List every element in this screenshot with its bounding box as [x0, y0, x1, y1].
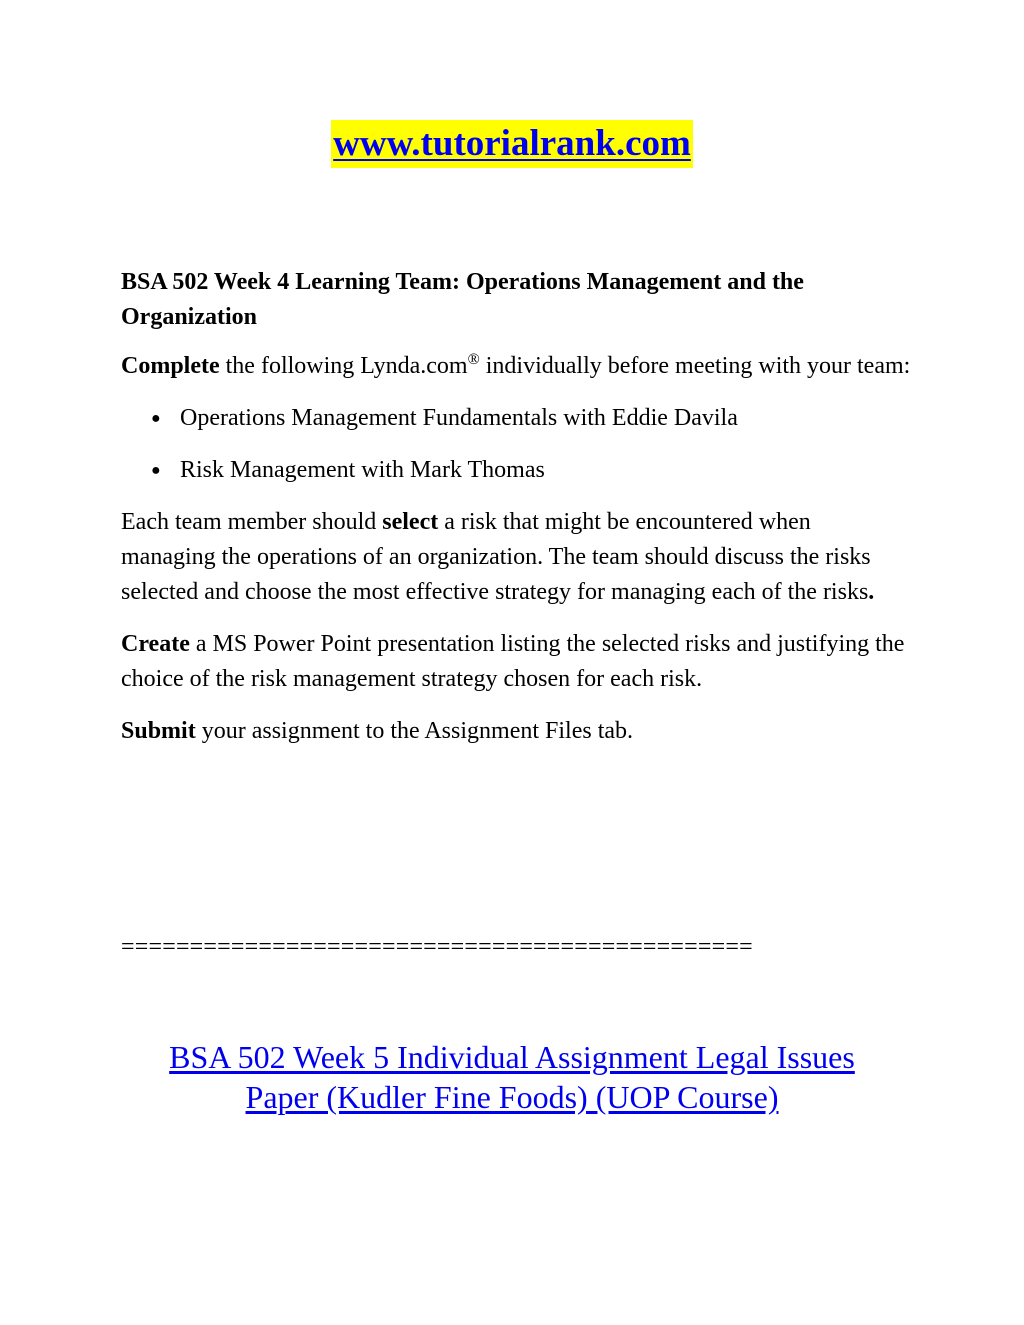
list-item	[121, 401, 911, 436]
intro-text-1: the following Lynda.com	[219, 353, 468, 379]
course-list	[121, 401, 911, 488]
next-link-line2: Paper (Kudler Fine Foods) (UOP Course)	[245, 1079, 779, 1115]
para3-text: your assignment to the Assignment Files tab.	[195, 718, 634, 744]
intro-text-2: individually before meeting with your team:	[479, 353, 911, 379]
para2-text: a MS Power Point presentation listing the selected risks and justifying the choice of the risk management strategy chosen for each risk.	[121, 631, 905, 692]
next-link-line1: BSA 502 Week 5 Individual Assignment Legal Issues	[169, 1039, 855, 1075]
course-title: Operations Management Fundamentals with Eddie Davila	[180, 405, 738, 431]
para1-bold: select	[382, 509, 439, 535]
bullet-icon: ●	[151, 410, 161, 427]
intro-paragraph	[121, 349, 911, 384]
para2-bold: Create	[121, 631, 190, 657]
site-link[interactable]: www.tutorialrank.com	[331, 120, 693, 168]
select-paragraph	[121, 505, 911, 610]
assignment-content	[121, 265, 911, 766]
next-assignment-link[interactable]	[169, 1039, 855, 1115]
separator-line: ==============================================	[121, 934, 753, 960]
next-assignment-container	[0, 1037, 1024, 1117]
para1-text-1: Each team member should	[121, 509, 383, 535]
course-title: Risk Management with Mark Thomas	[180, 457, 545, 483]
site-link-container	[0, 120, 1024, 168]
para3-bold: Submit	[121, 718, 196, 744]
intro-bold: Complete	[121, 353, 220, 379]
create-paragraph	[121, 627, 911, 697]
para1-bold-end: .	[868, 579, 875, 605]
submit-paragraph	[121, 714, 911, 749]
registered-mark: ®	[467, 351, 480, 368]
para1-text-2: a risk that might be encountered when managing the operations of an organization. The team should discuss the risks selected and choose the most effective strategy for managing each of the risks	[121, 509, 871, 605]
list-item	[121, 453, 911, 488]
assignment-title: BSA 502 Week 4 Learning Team: Operations Management and the Organization	[121, 269, 804, 330]
bullet-icon: ●	[151, 462, 161, 479]
